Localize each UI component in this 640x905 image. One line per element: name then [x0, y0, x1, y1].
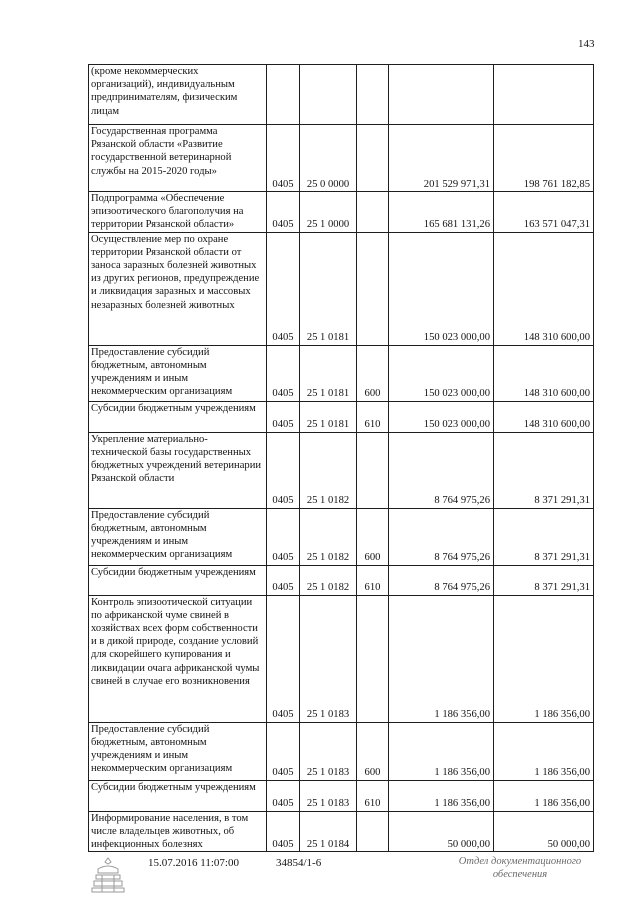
- row-name: (кроме некоммерческих организаций), индивидуальным предпринимателям, физическим лицам: [89, 65, 267, 125]
- planned-amount: 1 186 356,00: [389, 722, 494, 780]
- expense-type-code: [357, 125, 389, 192]
- target-article-code: 25 1 0181: [300, 401, 357, 432]
- target-article-code: 25 1 0182: [300, 432, 357, 508]
- table-row: [89, 722, 594, 780]
- planned-amount: 201 529 971,31: [389, 125, 494, 192]
- executed-amount: 50 000,00: [494, 811, 594, 852]
- row-name: Осуществление мер по охране территории Рязанской области от заноса заразных болезней животных из других регионов, предупреждение и ликвидация заразных и массовых незаразных болезней животных: [89, 232, 267, 345]
- row-name: Контроль эпизоотической ситуации по африканской чуме свиней в хозяйствах всех форм собственности и в дикой природе, создание условий для скорейшего купирования и ликвидации очага африканской чумы свиней в случае его возникновения: [89, 595, 267, 722]
- table-row: [89, 780, 594, 811]
- row-name: Подпрограмма «Обеспечение эпизоотического благополучия на территории Рязанской области»: [89, 192, 267, 233]
- row-name: Субсидии бюджетным учреждениям: [89, 565, 267, 595]
- target-article-code: 25 1 0000: [300, 192, 357, 233]
- section-code: 0405: [267, 345, 300, 401]
- section-code: 0405: [267, 401, 300, 432]
- planned-amount: 1 186 356,00: [389, 780, 494, 811]
- section-code: 0405: [267, 780, 300, 811]
- expense-type-code: 600: [357, 722, 389, 780]
- expense-type-code: 600: [357, 345, 389, 401]
- executed-amount: 148 310 600,00: [494, 401, 594, 432]
- planned-amount: 8 764 975,26: [389, 565, 494, 595]
- target-article-code: 25 1 0182: [300, 565, 357, 595]
- executed-amount: 1 186 356,00: [494, 722, 594, 780]
- planned-amount: 8 764 975,26: [389, 508, 494, 565]
- footer-date: 15.07.2016 11:07:00: [148, 857, 239, 869]
- expense-type-code: [357, 595, 389, 722]
- section-code: 0405: [267, 508, 300, 565]
- executed-amount: 1 186 356,00: [494, 780, 594, 811]
- planned-amount: 165 681 131,26: [389, 192, 494, 233]
- row-name: Государственная программа Рязанской области «Развитие государственной ветеринарной службы на 2015-2020 годы»: [89, 125, 267, 192]
- page-number: 143: [578, 38, 595, 50]
- row-name: Укрепление материально-технической базы государственных бюджетных учреждений ветеринарии Рязанской области: [89, 432, 267, 508]
- table-row: [89, 432, 594, 508]
- expense-type-code: [357, 65, 389, 125]
- target-article-code: 25 0 0000: [300, 125, 357, 192]
- table-row: [89, 595, 594, 722]
- expense-type-code: 610: [357, 401, 389, 432]
- expense-type-code: [357, 811, 389, 852]
- executed-amount: 8 371 291,31: [494, 508, 594, 565]
- footer-department-stamp: Отдел документационного обеспечения: [458, 856, 582, 880]
- executed-amount: [494, 65, 594, 125]
- row-name: Информирование населения, в том числе владельцев животных, об инфекционных болезнях: [89, 811, 267, 852]
- section-code: 0405: [267, 432, 300, 508]
- expense-type-code: 600: [357, 508, 389, 565]
- expense-type-code: 610: [357, 780, 389, 811]
- target-article-code: 25 1 0183: [300, 722, 357, 780]
- target-article-code: 25 1 0183: [300, 780, 357, 811]
- target-article-code: 25 1 0181: [300, 232, 357, 345]
- executed-amount: 8 371 291,31: [494, 565, 594, 595]
- target-article-code: [300, 65, 357, 125]
- planned-amount: 150 023 000,00: [389, 345, 494, 401]
- planned-amount: 1 186 356,00: [389, 595, 494, 722]
- planned-amount: 150 023 000,00: [389, 232, 494, 345]
- table-row: [89, 125, 594, 192]
- coat-of-arms-stamp-icon: [88, 855, 128, 895]
- target-article-code: 25 1 0182: [300, 508, 357, 565]
- executed-amount: 163 571 047,31: [494, 192, 594, 233]
- executed-amount: 148 310 600,00: [494, 232, 594, 345]
- expense-type-code: 610: [357, 565, 389, 595]
- row-name: Предоставление субсидий бюджетным, автономным учреждениям и иным некоммерческим организациям: [89, 345, 267, 401]
- executed-amount: 198 761 182,85: [494, 125, 594, 192]
- section-code: 0405: [267, 595, 300, 722]
- planned-amount: [389, 65, 494, 125]
- section-code: 0405: [267, 565, 300, 595]
- row-name: Субсидии бюджетным учреждениям: [89, 780, 267, 811]
- table-row: [89, 65, 594, 125]
- row-name: Предоставление субсидий бюджетным, автономным учреждениям и иным некоммерческим организациям: [89, 722, 267, 780]
- row-name: Предоставление субсидий бюджетным, автономным учреждениям и иным некоммерческим организациям: [89, 508, 267, 565]
- target-article-code: 25 1 0184: [300, 811, 357, 852]
- section-code: 0405: [267, 232, 300, 345]
- table-row: [89, 192, 594, 233]
- expense-type-code: [357, 192, 389, 233]
- expense-type-code: [357, 232, 389, 345]
- executed-amount: 8 371 291,31: [494, 432, 594, 508]
- section-code: [267, 65, 300, 125]
- table-row: [89, 811, 594, 852]
- section-code: 0405: [267, 722, 300, 780]
- table-row: [89, 345, 594, 401]
- table-row: [89, 232, 594, 345]
- table-row: [89, 565, 594, 595]
- planned-amount: 8 764 975,26: [389, 432, 494, 508]
- table-row: [89, 401, 594, 432]
- target-article-code: 25 1 0181: [300, 345, 357, 401]
- section-code: 0405: [267, 192, 300, 233]
- budget-table: [88, 64, 594, 852]
- executed-amount: 148 310 600,00: [494, 345, 594, 401]
- table-row: [89, 508, 594, 565]
- footer-document-number: 34854/1-6: [276, 857, 322, 869]
- footer: [0, 855, 640, 905]
- executed-amount: 1 186 356,00: [494, 595, 594, 722]
- expense-type-code: [357, 432, 389, 508]
- planned-amount: 150 023 000,00: [389, 401, 494, 432]
- target-article-code: 25 1 0183: [300, 595, 357, 722]
- section-code: 0405: [267, 811, 300, 852]
- section-code: 0405: [267, 125, 300, 192]
- row-name: Субсидии бюджетным учреждениям: [89, 401, 267, 432]
- planned-amount: 50 000,00: [389, 811, 494, 852]
- budget-table-body: [89, 65, 594, 852]
